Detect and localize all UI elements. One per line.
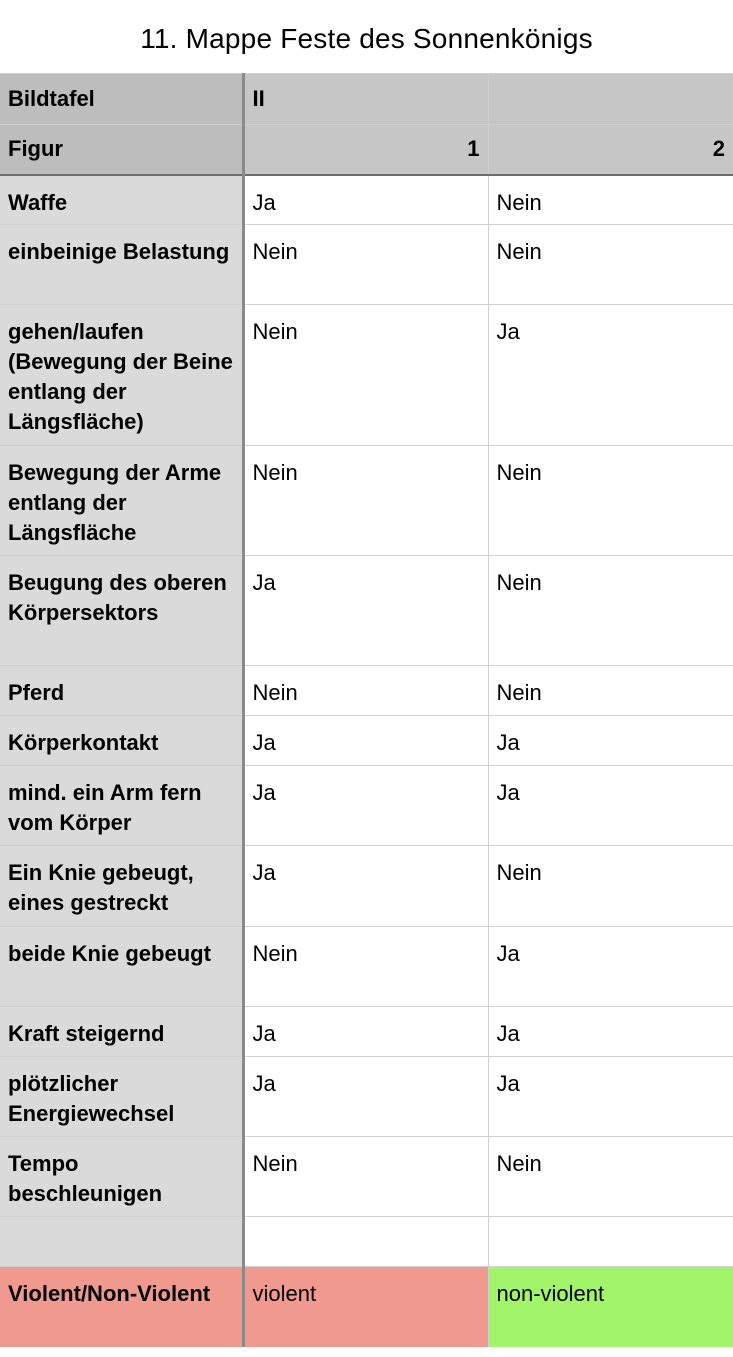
table-row bbox=[0, 305, 733, 446]
header-row-figur bbox=[0, 125, 733, 175]
row-label[interactable]: beide Knie gebeugt bbox=[0, 927, 243, 1007]
row-label[interactable]: Beugung des oberen Körpersektors bbox=[0, 556, 243, 666]
table-row bbox=[0, 927, 733, 1007]
row-cell-figur-2[interactable]: Nein bbox=[488, 666, 733, 716]
header-row-bildtafel bbox=[0, 74, 733, 125]
row-cell-figur-1[interactable]: Ja bbox=[243, 766, 488, 846]
table-row bbox=[0, 1057, 733, 1137]
row-label[interactable] bbox=[0, 1217, 243, 1267]
header-cell-bildtafel-2[interactable] bbox=[488, 74, 733, 125]
result-cell-figur-2[interactable]: non-violent bbox=[488, 1267, 733, 1347]
result-row bbox=[0, 1267, 733, 1347]
row-cell-figur-1[interactable]: Ja bbox=[243, 1007, 488, 1057]
row-cell-figur-2[interactable]: Ja bbox=[488, 1057, 733, 1137]
header-cell-figur-2[interactable]: 2 bbox=[488, 125, 733, 175]
table-row bbox=[0, 1007, 733, 1057]
empty-row bbox=[0, 1217, 733, 1267]
row-label[interactable]: mind. ein Arm fern vom Körper bbox=[0, 766, 243, 846]
table-row bbox=[0, 446, 733, 556]
table-row bbox=[0, 716, 733, 766]
row-label[interactable]: Bewegung der Arme entlang der Längsfläche bbox=[0, 446, 243, 556]
row-cell-figur-1[interactable]: Nein bbox=[243, 225, 488, 305]
row-cell-figur-2[interactable] bbox=[488, 1217, 733, 1267]
row-label[interactable]: einbeinige Belastung bbox=[0, 225, 243, 305]
row-cell-figur-1[interactable]: Ja bbox=[243, 716, 488, 766]
row-label[interactable]: Ein Knie gebeugt, eines gestreckt bbox=[0, 846, 243, 927]
table-row bbox=[0, 846, 733, 927]
row-label[interactable]: Waffe bbox=[0, 175, 243, 225]
result-label[interactable]: Violent/Non-Violent bbox=[0, 1267, 243, 1347]
header-label-bildtafel[interactable]: Bildtafel bbox=[0, 74, 243, 125]
row-label[interactable]: Pferd bbox=[0, 666, 243, 716]
row-cell-figur-1[interactable]: Ja bbox=[243, 556, 488, 666]
row-cell-figur-1[interactable]: Ja bbox=[243, 1057, 488, 1137]
table-row bbox=[0, 225, 733, 305]
row-cell-figur-1[interactable] bbox=[243, 1217, 488, 1267]
row-label[interactable]: plötzlicher Energiewechsel bbox=[0, 1057, 243, 1137]
header-cell-figur-1[interactable]: 1 bbox=[243, 125, 488, 175]
table-row bbox=[0, 1137, 733, 1217]
row-label[interactable]: Kraft steigernd bbox=[0, 1007, 243, 1057]
row-cell-figur-2[interactable]: Ja bbox=[488, 716, 733, 766]
row-cell-figur-1[interactable]: Nein bbox=[243, 927, 488, 1007]
page-title: 11. Mappe Feste des Sonnenkönigs bbox=[140, 23, 593, 54]
row-cell-figur-2[interactable]: Nein bbox=[488, 1137, 733, 1217]
row-label[interactable]: Tempo beschleunigen bbox=[0, 1137, 243, 1217]
row-cell-figur-1[interactable]: Nein bbox=[243, 446, 488, 556]
result-cell-figur-1[interactable]: violent bbox=[243, 1267, 488, 1347]
row-cell-figur-2[interactable]: Nein bbox=[488, 846, 733, 927]
row-cell-figur-2[interactable]: Nein bbox=[488, 175, 733, 225]
table-row bbox=[0, 766, 733, 846]
row-cell-figur-2[interactable]: Ja bbox=[488, 1007, 733, 1057]
row-cell-figur-2[interactable]: Ja bbox=[488, 766, 733, 846]
row-cell-figur-2[interactable]: Nein bbox=[488, 225, 733, 305]
header-cell-bildtafel-1[interactable]: II bbox=[243, 74, 488, 125]
row-cell-figur-1[interactable]: Ja bbox=[243, 175, 488, 225]
table-row bbox=[0, 556, 733, 666]
row-cell-figur-1[interactable]: Ja bbox=[243, 846, 488, 927]
row-cell-figur-2[interactable]: Nein bbox=[488, 446, 733, 556]
row-label[interactable]: gehen/laufen (Bewegung der Beine entlang der Längsfläche) bbox=[0, 305, 243, 446]
table-row bbox=[0, 175, 733, 225]
row-cell-figur-2[interactable]: Nein bbox=[488, 556, 733, 666]
header-label-figur[interactable]: Figur bbox=[0, 125, 243, 175]
table-row bbox=[0, 666, 733, 716]
row-cell-figur-1[interactable]: Nein bbox=[243, 1137, 488, 1217]
data-table bbox=[0, 73, 733, 1347]
row-cell-figur-1[interactable]: Nein bbox=[243, 666, 488, 716]
row-cell-figur-1[interactable]: Nein bbox=[243, 305, 488, 446]
row-label[interactable]: Körperkontakt bbox=[0, 716, 243, 766]
row-cell-figur-2[interactable]: Ja bbox=[488, 305, 733, 446]
row-cell-figur-2[interactable]: Ja bbox=[488, 927, 733, 1007]
